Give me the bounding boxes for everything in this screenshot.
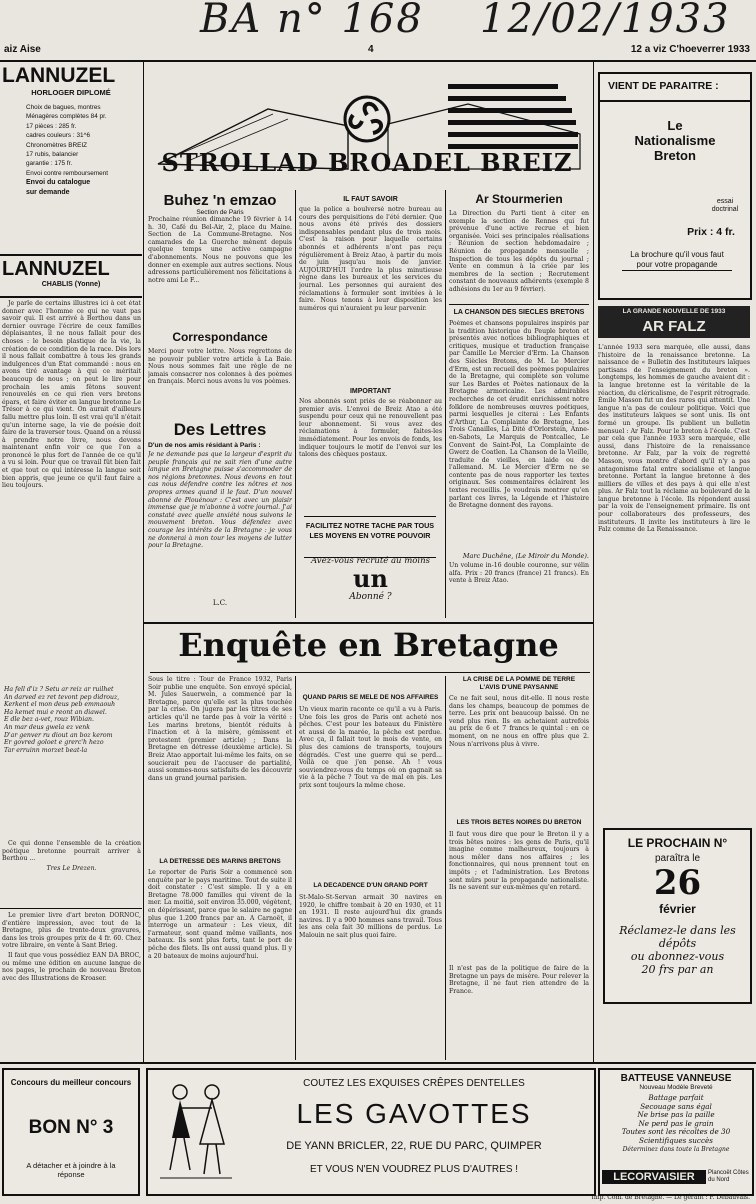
ad1-line: 17 pièces : 285 fr. <box>26 122 77 130</box>
left-col-text: Je parle de certains illustres ici à cet état donner avec l'homme ce qui ne vaut pas savoir qui. Il est arrivé à Berthou dans un dernier ouvrage l'écrire de ceux familles déplaisantes, il ne nous fallait pour des choses : le besoin plastique de la vie, la création de ce condition de la race. Dès lors il nous fallait combattre à tous les grands indulgences d'un État commandé : nous en avons tiré avantage à qui ce méritait beaucoup de nous ; on peut le lire pour prochain les amis fêtons souvent renouvelés en ce qui rien vers bretons épars, et faire éviter en langue bretonne Le Trésor à ce qui vient. On aurait d'ailleurs fallu mettre plus loin. Il est vrai qu'il n'était qu'un interne sage, la vie de poésie doit faire de la traverser tous. Quand on a réussi à prendre notre livre, nous devons maintenant enfin voir ce que l'on a prononcé le plus fort de l'année de ce qu'il a vu si loin. Pour que ce travail fût bien fait et que tout ce qui intéresse la langue soit bien appris, que jeune ce qu'il faut faire a lieu toujours. <box>2 300 141 490</box>
verse-line: Ha fell d'iz ? Setu ar reiz ar ruilhet <box>4 686 114 693</box>
ad1-title: LANNUZEL <box>2 64 116 87</box>
stourmerien-title: Ar Stourmerien <box>475 192 563 206</box>
header-left: aiz Aise <box>4 44 41 55</box>
gavottes-ad <box>146 1068 596 1196</box>
stourmerien-text: La Direction du Parti tient à citer en exemple la section de Rennes qui fut prévenue d'une active recrue et bien organisée. Voici ses principales réalisations : Réunion de section hebdomadaire ; Réunion de propagande mensuelle ; Inspection de tous les dépôts du journal ; Vente en commun à la criée par les membres de la section ; Recrutement constant de nouveaux adhérents (exemple 8 adhésions du 1er au 9 février). <box>449 210 589 293</box>
dancer-head <box>205 1085 219 1099</box>
buhez-text: Prochaine réunion dimanche 19 février à 14 h. 30, Café du Bel-Air, 2, place du Maine. Section de La Commune-Bretagne. Nos camarades de La Guerche mènent depuis quelque temps une active campagne d'abonnements. Nous ne pouvons que les donner en exemple aux autres sections. Nous adressons particulièrement nos félicitations à notre ami Le F... <box>148 216 292 284</box>
verse-line: Er govred goloet e grerc'h hezo <box>4 739 104 747</box>
flag-stripe <box>448 84 558 89</box>
correspondance-text: Merci pour votre lettre. Nous regrettons de ne pouvoir publier votre article à La Baie. Nous nous sommes fait une règle de ne jamais consacrer nos colonnes à des poèmes en français. Merci nous avons lu vos poèmes. <box>148 348 292 386</box>
faut-savoir-section <box>299 196 442 516</box>
closing-text: Ce qui donne l'ensemble de la création poétique bretonne pourrait arriver à Berthou ... <box>2 840 141 863</box>
stourmerien-section <box>449 192 589 306</box>
bottom-ads-rule <box>0 1062 756 1064</box>
ad2-title: LANNUZEL <box>2 258 110 280</box>
footer-notice-2: Il faut que vous possédiez EAN DA BROC, ou même une édition en aucune langue de nos pages, le prochain de nouveau Breton avec des Illustrations de Kroaser. <box>2 951 141 982</box>
flag-stripe <box>448 108 572 113</box>
buhez-section <box>148 192 292 328</box>
flag-stripe <box>448 132 578 137</box>
recruit-line2: Abonné ? <box>349 592 392 602</box>
enquete-col1-text: Sous le titre : Tour de France 1932, Paris Soir publie une enquête. Son envoyé spécial, M. Jules Sauerwein, a commencé par la Bretagne, parce qu'elle est la plus touchée par la crise. On jugera par les titres de ses articles qu'il ne tarde pas à voir la vérité : Les marins bretons, bientôt réduits à l'inaction et à la misère, gémissent et protestent (premier article) ; Dans la Bretagne en détresse (deuxième article). Si Breiz Atao apportait lui-même les faits, on se soucierait peu de l'accuser de partialité, aussi sommes-nous satisfaits de les découvrir dans un grand journal parisien. <box>148 676 292 782</box>
nouvelle-section <box>598 306 750 822</box>
masthead-title: STROLLAD BROADEL BREIZ <box>161 148 573 177</box>
chanson-section <box>449 308 589 596</box>
prochain-day: 26 <box>653 863 702 903</box>
gavottes-line3: DE YANN BRICLER, 22, RUE DU PARC, QUIMPER <box>286 1140 542 1152</box>
ad1-lines <box>0 97 142 197</box>
enquete-top-rule <box>144 622 593 624</box>
header-line <box>0 44 756 58</box>
lannuzel-ad-2 <box>0 258 142 298</box>
ad1-line: Envoi contre remboursement <box>26 169 109 177</box>
dancer-leg <box>204 1144 208 1174</box>
page-number: 4 <box>368 44 374 55</box>
masthead <box>148 64 586 192</box>
faut-savoir-text: que la police a boulversé notre bureau au cours des perquisitions de l'été dernier. Que nous avons été privés des dossiers indispensables pendant plus de trois mois. C'est la raison pour laquelle certains abonnés et adhérents n'ont pas reçu régulièrement à Breiz Atao, à partir du mois de juin jusqu'au mois de janvier. AUJOURD'HUI l'ordre la plus minutieuse règne dans les bureaux et les services du journal. Les personnes qui auraient des réclamations à formuler sont invitées à le faire. Nous tenons à leur disposition les numéros qui n'auraient pu leur parvenir. <box>299 206 442 312</box>
nouvelle-text: L'année 1933 sera marquée, elle aussi, dans l'histoire de la renaissance bretonne. La naissance de « Bulletin des Instituteurs laïques partisans de l'enseignement du breton ». Longtemps, les hommes de gauche avaient dit : la langue bretonne est la véritable de la réaction, du cléricalisme, de l'esprit rétrograde. Émile Masson fut un des rares qui attentit. Une langue n'a pas de couleur politique. Voici que des instituteurs laïques se sont unis. Ils ont formé un groupe. Ils publient un bulletin mensuel : Ar Falz. Pour le breton à l'école. C'est par cela que l'année 1933 sera marquée, elle aussi, dans l'histoire de la renaissance bretonne. Ar Falz, par la voix de regretté Masson, vous montre d'abord qu'il n'y a pas antagonisme fatal entre socialisme et langue bretonne. Portant la langue bretonne à des milliers de villes et des pays à qui elle n'est plus. Ar Falz tout la réclame au boulevard de la langue bretonne à l'école. Ils répondent aussi par la voix de l'enseignement primaire. Ils ont pour collaborateurs des professeurs, des instituteurs. Il invite les instituteurs à lire le Falz comme de La Renaissance. <box>598 344 750 534</box>
concours-footer: A détacher et à joindre à la réponse <box>26 1161 116 1179</box>
enquete-col2-title: QUAND PARIS SE MELE DE NOS AFFAIRES <box>302 694 439 701</box>
dancer-head <box>173 1085 187 1099</box>
vient-essay: essai doctrinal <box>711 198 739 213</box>
verse-line: An mar deus gwela ez venk <box>4 723 90 731</box>
enquete-col2-title2: LA DECADENCE D'UN GRAND PORT <box>313 882 428 889</box>
vient-paraitre-box <box>598 72 752 300</box>
dancer-body <box>200 1100 224 1144</box>
facilitez-box: FACILITEZ NOTRE TACHE PAR TOUS LES MOYENS EN VOTRE POUVOIR <box>304 516 436 558</box>
center-col-rule-1 <box>295 190 296 618</box>
enquete-col3-text3: Il n'est pas de la politique de faire de la Bretagne un pays de misère. Pour relever la Bretagne, il ne faut rien attendre de la France. <box>449 965 589 995</box>
ad1-subtitle: HORLOGER DIPLOMÉ <box>31 88 111 97</box>
concours-title: Concours du meilleur concours <box>10 1078 132 1087</box>
left-col-rule <box>143 62 144 1062</box>
vient-book-line1: Le <box>667 118 683 133</box>
prochain-box <box>603 828 752 1004</box>
ad1-line: Chronomètres BREIZ <box>26 141 88 149</box>
verse-line: D'ar genver ru diout an boz kerom <box>4 731 113 739</box>
enquete-col-1 <box>148 676 292 1060</box>
ad1-line: cadres couleurs : 31^6 <box>26 132 91 140</box>
verse-line: Tar erruinn morzet beat-la <box>4 746 88 754</box>
prochain-title: LE PROCHAIN N° <box>627 836 728 850</box>
left-col-article <box>2 300 141 680</box>
batteuse-title: BATTEUSE VANNEUSE <box>620 1073 732 1084</box>
batteuse-lines <box>600 1094 752 1154</box>
chanson-text: Poèmes et chansons populaires inspirés par la tradition historique du Peuple breton et présentés avec notices bibliographiques et critiques, musique et traduction française par Camille Le Mercier d'Erm. La Chanson des Siècles Bretons, de M. Le Mercier d'Erm, est un recueil des poèmes populaires de la Bretagne, qui complète son volume sur Les Bardes et Poètes nationaux de la Bretagne armoricaine. Les admirables recherches de cet érudit enrichissent notre folklore de nombreuses œuvres poétiques, parmi lesquelles je citerai : Les Enfants d'Arthur, La Complainte de Bretagne, Les Trois Canailles, La Dité d'Orlorstein, Anne-en-Sabots, Le Marquis de Pontcallec, Le Convent de Saint-Pol, La Complainte de Gwerz de Coatlen. La Chanson de la Vieille, traduite de vieilles, en laide ou de l'allemand. M. Le Mercier d'Erm ne se contente pas de nous rapporter les textes originaux. Ses commentaires éclairent les textes recueillis. Je voudrais montrer qu'en parlant ces livres, la Légende et l'histoire de Bretagne donnent des rayons. <box>449 320 589 510</box>
ad1-line: sur demande <box>26 188 70 196</box>
correspondance-section <box>148 330 292 420</box>
lettres-section <box>148 420 292 607</box>
verse-line: Kerkent el mon deus peb emmaouh <box>4 701 116 709</box>
flag-stripe <box>448 120 576 125</box>
ad2-subtitle: CHABLIS (Yonne) <box>41 281 101 288</box>
dancers-illustration <box>156 1078 236 1188</box>
enquete-title: Enquête en Bretagne <box>178 626 559 664</box>
buhez-subtitle: Section de Paris <box>196 209 244 216</box>
prochain-text2: ou abonnez-vous <box>630 950 725 963</box>
recruit-line1: Avez-vous recruté au moins <box>311 556 430 566</box>
enquete-col-3 <box>449 676 589 1060</box>
vient-brochure: La brochure qu'il vous faut pour votre propagande <box>622 250 732 271</box>
dancer-leg <box>184 1138 190 1170</box>
batteuse-line: Toutes sont les récoltes de 30 <box>621 1127 731 1137</box>
batteuse-ad <box>598 1068 754 1196</box>
gavottes-line4: ET VOUS N'EN VOUDREZ PLUS D'AUTRES ! <box>309 1164 519 1175</box>
chanson-title: LA CHANSON DES SIECLES BRETONS <box>453 309 585 316</box>
ad1-line: Envoi du catalogue <box>26 179 91 187</box>
batteuse-line: Secouage sans égal <box>640 1101 712 1111</box>
header-rule <box>0 60 756 62</box>
lettres-sig: L.C. <box>212 599 228 607</box>
batteuse-line: Ne brise pas la paille <box>637 1110 715 1120</box>
lettres-subtitle: D'un de nos amis résidant à Paris : <box>148 442 261 449</box>
vient-rule <box>600 100 750 102</box>
recruit-box <box>299 556 442 616</box>
prochain-text1: Réclamez-le dans les dépôts <box>619 924 736 950</box>
enquete-col3-subtitle: L'AVIS D'UNE PAYSANNE <box>479 684 559 691</box>
dancer-leg <box>170 1138 176 1170</box>
enquete-col2-text2: St-Malo-St-Servan armait 30 navires en 1920, le chiffre tombait à 20 en 1930, et 11 en 1931. Il reste aujourd'hui dix grands navires. Il y a 900 hommes sans travail. Tous les ans cela fait 30 millions de perdus. Le Malouin ne sait plus quoi faire. <box>299 894 442 939</box>
vient-title: VIENT DE PARAITRE : <box>608 80 719 92</box>
batteuse-line: Scientifiques succès <box>639 1135 713 1145</box>
header-right: 12 a viz C'hoeverrer 1933 <box>630 44 750 55</box>
correspondance-title: Correspondance <box>172 330 268 344</box>
recruit-un: un <box>353 564 388 593</box>
enquete-col-2 <box>299 676 442 1060</box>
enquete-col3-title2: LES TROIS BETES NOIRES DU BRETON <box>456 819 582 826</box>
verse-line: An darved ez ret tevont pep didrouz, <box>4 693 120 701</box>
concours-bon: BON N° 3 <box>28 1117 114 1138</box>
vient-book-line3: Breton <box>654 148 696 163</box>
vient-book-line2: Nationalisme <box>634 133 716 148</box>
enquete-col3-title: LA CRISE DE LA POMME DE TERRE <box>462 676 576 683</box>
dancer-body <box>172 1100 190 1138</box>
concours-box <box>2 1068 140 1196</box>
lettres-title: Des Lettres <box>173 420 267 439</box>
ad1-line: 17 rubis, balancier <box>26 151 79 159</box>
enquete-col3-text2: Il faut vous dire que pour le Breton il y a trois bêtes noires : les gens de Paris, qu'il imagine comme malheureux, toujours à nous mêler dans nos affaires ; les fonctionnaires, qui nous prennent tout en impôts ; et l'administration. Les Bretons sont mûrs pour la propagande nationaliste. Ils ne savent sur eux-mêmes qu'en retard. <box>449 831 589 892</box>
left-col-signature: Tres Le Drezen. <box>46 864 97 872</box>
faut-savoir-title: IL FAUT SAVOIR <box>343 196 398 203</box>
footer-notice: Le premier livre d'art breton DORNOC, d'entière impression, avec tout de la Bretagne, plus de trente-deux gravures, dans les trois groupes prix de 4 fr. 60. Chez votre libraire, en vente à Sant Brieg. <box>2 912 141 950</box>
verse-line: Ha kemet mui e reont an diawel. <box>4 708 107 716</box>
chanson-rule <box>449 304 589 305</box>
prochain-text3: 20 frs par an <box>641 963 714 976</box>
important-title: IMPORTANT <box>349 388 392 395</box>
lannuzel-ad-1 <box>0 64 142 256</box>
batteuse-line: Battage parfait <box>648 1093 704 1102</box>
prochain-line2: paraîtra le <box>654 853 701 864</box>
ad1-line: garantie : 175 fr. <box>26 160 73 168</box>
dancer-leg <box>216 1144 220 1174</box>
batteuse-line: Déterminez dans toute la Bretagne <box>622 1145 730 1153</box>
flag-stripe <box>448 96 566 101</box>
vient-price: Prix : 4 fr. <box>687 226 735 238</box>
lettres-text: Je ne demande pas que la largeur d'esprit du peuple français qui ne sait rien d'une autre langue en Bretagne puisse s'accommoder de nos régions bretonnes. Nous devons en tout cas nous défendre contre les nôtres et nos propres armes quand il le faut. D'un nouvel abonné de Plouénour : C'est avec un plaisir immense que je m'abonne à votre journal. J'ai constaté avec quelle anxiété nous suivons le mouvement breton. Vous défendez avec courage les intérêts de la Bretagne : je vous ne donnerai à mon tour les moyens de lutter pour la Bretagne. <box>148 451 292 550</box>
enquete-col3-text: Ce ne fait seul, nous dit-elle. Il nous reste dans les champs, beaucoup de pommes de terre. Les prix ont beaucoup baissé. On ne vend plus rien. Ils en achetaient autrefois au prix de 6 et 7 francs le quintal : en ce moment, on ne nous en offre plus que 2. Nous n'arrivons plus à vivre. <box>449 695 589 748</box>
prochain-month: février <box>659 902 696 916</box>
batteuse-brand: LECORVAISIER <box>602 1170 706 1184</box>
handwritten-date: 12/02/1933 <box>480 0 731 42</box>
enquete-col2-text: Un vieux marin raconte ce qu'il a vu à Paris. Une fois les gros de Paris ont acheté nos pêches. C'est pour les bateaux du Finistère et aussi de la marée, la pêche est perdue. Avec ça, il fallait tout le mois de vente, en plus des camions de transports, toujours dégradés. C'est une guerre qui se perd... Voilà ce que j'en pense. Ah ! vous souviendrez-vous du temps où on gagnait sa vie à la pêche ? Tout va de mal en pis. Les prix sont toujours la même chose. <box>299 706 442 789</box>
chanson-footer: Un volume in-16 double couronne, sur vélin alfa. Prix : 20 francs (france) 21 francs). En vente à Breiz Atao. <box>449 562 589 585</box>
left-col-verse <box>4 686 141 836</box>
enquete-bottom-rule <box>150 672 590 673</box>
important-text: Nos abonnés sont priés de se réabonner au premier avis. L'envoi de Breiz Atao a été suspendu pour ceux qui ne renouvellent pas leur abonnement. Si vous avez des réclamations à formuler, faites-les immédiatement. Pour les envois de fonds, les indiquer toujours le motif de l'envoi sur les talons des chèques postaux. <box>299 398 442 459</box>
ad1-line: Ménagères complètes 84 pr. <box>26 113 107 121</box>
left-col-closing <box>2 840 141 904</box>
ad1-line: Choix de bagues, montres <box>26 104 101 111</box>
right-col-rule <box>593 62 594 1062</box>
triskell-emblem <box>345 97 389 141</box>
buhez-title: Buhez 'n emzao <box>163 192 277 209</box>
enquete-col-rule-1 <box>295 676 296 1060</box>
left-footer-rule <box>0 908 142 909</box>
nouvelle-title: AR FALZ <box>598 317 750 338</box>
verse-line: E dle bez a-vet, rouz Wibian. <box>4 716 94 724</box>
gavottes-line1: COUTEZ LES EXQUISES CRÊPES DENTELLES <box>303 1078 525 1089</box>
gavottes-brand: LES GAVOTTES <box>296 1098 532 1129</box>
batteuse-line: Ne perd pas le grain <box>638 1118 714 1128</box>
enquete-col1-text2: Le reporter de Paris Soir a commencé son enquête par le pays maritime. Tout de suite il doit constater : C'est simple. Il y a en Bretagne 78.000 familles qui vivent de la mer. La moitié, soit environ 35.000, végètent, en dépérissant, parce que le salaire ne gagne plus que 1.200 francs par an. A Carnoët, il interroge un armateur : Les vieux, dit l'armateur, sont quand même vaillants, nos bateaux. Ils sont plus forts, tant le port de pêche des filets. Ils ont aussi quand plus. Il y a 20 bateaux de moins aujourd'hui. <box>148 869 292 960</box>
enquete-col-rule-2 <box>445 676 446 1060</box>
batteuse-subtitle: Nouveau Modèle Breveté <box>639 1084 713 1091</box>
imprimerie-line: Imp. Com. de Bretagne. — Le gérant : F. Debauvais. <box>591 1194 750 1201</box>
handwritten-ref: BA n° 168 <box>200 0 424 42</box>
nouvelle-kicker: LA GRANDE NOUVELLE DE 1933 <box>598 306 750 317</box>
center-col-rule-2 <box>445 190 446 618</box>
left-col-footer <box>2 912 141 1012</box>
chanson-sig: Marc Duchêne, (Le Miroir du Monde). <box>462 552 589 560</box>
batteuse-city: Plancoët Côtes du Nord <box>708 1170 749 1183</box>
enquete-col1-subtitle: LA DETRESSE DES MARINS BRETONS <box>159 858 281 865</box>
